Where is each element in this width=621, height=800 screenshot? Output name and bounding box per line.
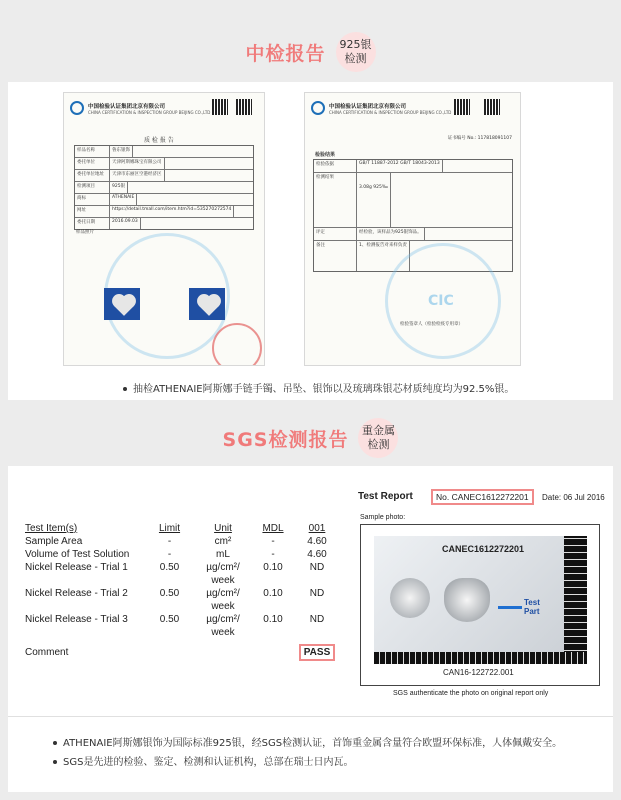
sgs-title: SGS检测报告 (222, 428, 349, 451)
table-row: Nickel Release - Trial 2 0.50 µg/cm²/ 0.10 ND (25, 588, 325, 599)
qr-code-icon (236, 99, 252, 115)
cert-number: 证书编号 No.: 117818091107 (447, 136, 512, 141)
table-header: Test Item(s) Limit Unit MDL 001 (25, 523, 326, 534)
sample-photo (374, 536, 587, 664)
cert-left-org: 中国检验认证集团北京有限公司 (88, 104, 166, 110)
sample-photo (189, 288, 225, 320)
bullet-icon (53, 741, 57, 745)
zhongjian-badge: 925银 检测 (336, 32, 376, 72)
table-row: 检验依据 GB/T 11887-2012 GB/T 18043-2013 (314, 160, 512, 173)
zhongjian-note: 抽检ATHENAIE阿斯娜手链手镯、吊坠、银饰以及琉璃珠银芯材质纯度均为92.5%银。 (123, 380, 514, 395)
report-date: Date: 06 Jul 2016 (542, 493, 605, 502)
qr-code-icon (484, 99, 500, 115)
ruler-icon (564, 536, 587, 664)
zhongjian-title: 中检报告 (245, 42, 326, 65)
table-row: 检测结果 3.08g 925‰ (314, 173, 512, 228)
ruler-icon (374, 652, 587, 664)
test-report-label: Test Report (358, 491, 413, 502)
cert-right (304, 92, 521, 366)
table-row: week (211, 575, 235, 586)
cic-seal-text: CIC (428, 293, 454, 309)
table-row: Sample Area - cm² - 4.60 (25, 536, 327, 547)
sgs-badge: 重金属 检测 (358, 418, 398, 458)
sample-photo-label: Sample photo: (360, 514, 406, 521)
qr-code-icon (454, 99, 470, 115)
cert-right-org-en: CHINA CERTIFICATION & INSPECTION GROUP BEIJING CO.,LTD (329, 110, 452, 115)
zhongjian-panel (8, 82, 613, 400)
report-number: No. CANEC1612272201 (431, 489, 534, 505)
cic-logo-icon (70, 101, 84, 115)
auth-note: SGS authenticate the photo on original report only (393, 690, 549, 697)
table-row: 商标 ATHENAIE (75, 194, 253, 206)
cert-right-section: 检验结果 (315, 152, 336, 158)
sgs-header (0, 418, 621, 458)
photo-caption: CAN16-122722.001 (443, 668, 514, 677)
photo-code: CANEC1612272201 (442, 544, 525, 554)
table-row: 委托单位 天津阿斯娜珠宝有限公司 (75, 158, 253, 170)
photo-section-label: 样品照片 (76, 230, 94, 235)
sample-photo (104, 288, 140, 320)
test-part-label: Test Part (524, 598, 540, 616)
cic-logo-icon (311, 101, 325, 115)
cert-left (63, 92, 265, 366)
pass-badge: PASS (299, 644, 336, 661)
table-row: 样品名称 鲁东银饰 (75, 146, 253, 158)
bullet-icon (123, 387, 127, 391)
bottom-note-1: ATHENAIE阿斯娜银饰为国际标准925银，经SGS检测认证，首饰重金属含量符合欧盟环保标准，人体佩戴安全。 (53, 734, 562, 749)
bead-charm-icon (390, 578, 430, 618)
cert-right-org: 中国检验认证集团北京有限公司 (329, 104, 407, 110)
cert-right-footer: 检验签章人（检验检疫专用章） (400, 322, 463, 327)
table-row: Nickel Release - Trial 1 0.50 µg/cm²/ 0.10 ND (25, 562, 325, 573)
sample-photo-frame (360, 524, 600, 686)
cert-left-title: 质 检 报 告 (144, 137, 174, 144)
bottom-note-2: SGS是先进的检验、鉴定、检测和认证机构，总部在瑞士日内瓦。 (53, 753, 353, 768)
table-row: 网址 https://detail.tmall.com/item.htm?id=535270272574 (75, 206, 253, 218)
table-row: 检测项目 925银 (75, 182, 253, 194)
cert-left-org-en: CHINA CERTIFICATION & INSPECTION GROUP BEIJING CO.,LTD (88, 110, 211, 115)
heart-charm-icon (114, 296, 134, 316)
table-row: week (211, 627, 235, 638)
table-row: 备注 1、检测报告对来样负责 (314, 241, 512, 271)
table-row: 评定 经检验，该样品为925银饰品。 (314, 228, 512, 241)
zhongjian-header (0, 32, 621, 72)
qr-code-icon (212, 99, 228, 115)
cert-left-table (74, 145, 254, 230)
table-row: Volume of Test Solution - mL - 4.60 (25, 549, 327, 560)
heart-charm-icon (199, 296, 219, 316)
divider (8, 716, 613, 717)
table-row: week (211, 601, 235, 612)
comment-label: Comment (25, 647, 69, 658)
sgs-test-table (25, 522, 342, 661)
bullet-icon (53, 760, 57, 764)
comment-row (25, 645, 342, 661)
arrow-icon (498, 606, 522, 609)
table-row: Nickel Release - Trial 3 0.50 µg/cm²/ 0.10 ND (25, 614, 325, 625)
heart-charm-icon (444, 578, 490, 622)
table-row: 委托日期 2016.09.03 (75, 218, 253, 229)
red-seal-icon (212, 323, 262, 366)
table-row: 委托单位地址 天津市东丽区空港经济区 (75, 170, 253, 182)
